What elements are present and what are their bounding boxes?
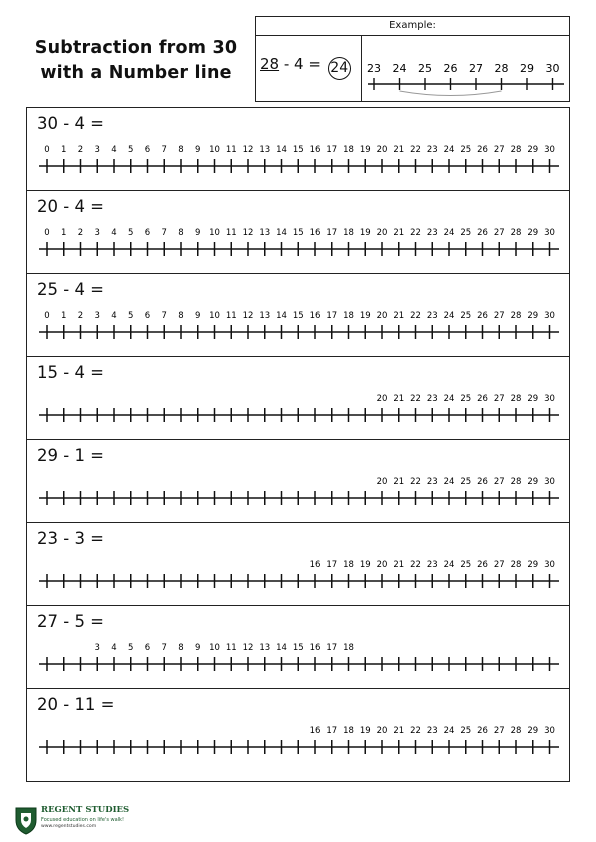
number-line-label: 7 (161, 228, 167, 238)
number-line-label: 22 (410, 311, 421, 321)
number-line-label: 10 (209, 145, 220, 155)
number-line-label: 26 (477, 477, 488, 487)
number-line (27, 689, 571, 772)
number-line-label: 5 (128, 228, 134, 238)
number-line-label: 24 (443, 228, 455, 238)
example-tick-label: 25 (418, 62, 432, 75)
number-line-label: 28 (510, 394, 522, 404)
number-line-label: 22 (410, 228, 421, 238)
number-line-label: 30 (544, 560, 555, 570)
number-line (27, 523, 571, 606)
number-line-label: 22 (410, 477, 421, 487)
number-line-label: 29 (527, 145, 539, 155)
number-line-label: 2 (77, 145, 84, 155)
number-line-label: 23 (426, 726, 438, 736)
number-line-label: 10 (209, 643, 220, 653)
number-line-label: 23 (426, 145, 438, 155)
number-line-label: 21 (393, 394, 405, 404)
number-line-label: 24 (443, 560, 455, 570)
number-line-label: 18 (343, 311, 354, 321)
number-line-label: 22 (410, 726, 421, 736)
problem-question: 30 - 4 = (37, 114, 105, 133)
number-line-label: 14 (276, 643, 287, 653)
number-line-label: 29 (527, 477, 539, 487)
number-line-label: 21 (393, 311, 405, 321)
number-line-label: 6 (144, 311, 151, 321)
number-line-label: 12 (242, 311, 254, 321)
number-line-label: 25 (460, 560, 472, 570)
example-tick-label: 29 (520, 62, 534, 75)
number-line-label: 8 (178, 145, 184, 155)
number-line-label: 16 (309, 311, 321, 321)
number-line-label: 26 (477, 228, 488, 238)
example-tick-label: 27 (469, 62, 483, 75)
number-line-label: 13 (259, 145, 271, 155)
number-line-label: 12 (242, 643, 254, 653)
number-line-label: 12 (242, 228, 254, 238)
number-line-label: 2 (77, 311, 84, 321)
number-line-label: 17 (326, 560, 338, 570)
number-line-label: 13 (259, 228, 271, 238)
number-line-label: 26 (477, 560, 488, 570)
number-line-label: 17 (326, 311, 338, 321)
number-line-label: 16 (309, 560, 321, 570)
number-line-label: 12 (242, 145, 254, 155)
number-line (27, 440, 571, 523)
number-line-label: 20 (376, 726, 388, 736)
number-line-label: 18 (343, 228, 354, 238)
number-line-label: 29 (527, 394, 539, 404)
number-line-label: 14 (276, 228, 287, 238)
example-operator: - 4 = (279, 55, 326, 73)
number-line-label: 1 (61, 311, 67, 321)
number-line-label: 17 (326, 643, 338, 653)
number-line-label: 4 (111, 145, 117, 155)
problem-row (27, 108, 569, 191)
number-line-label: 29 (527, 560, 539, 570)
number-line-label: 0 (44, 311, 50, 321)
number-line (27, 191, 571, 274)
number-line-label: 9 (195, 311, 201, 321)
number-line-label: 23 (426, 560, 438, 570)
number-line-label: 26 (477, 726, 488, 736)
number-line-label: 24 (443, 477, 455, 487)
number-line-label: 20 (376, 145, 388, 155)
number-line-label: 15 (292, 643, 304, 653)
number-line-label: 3 (94, 311, 100, 321)
number-line-label: 23 (426, 311, 438, 321)
problem-question: 15 - 4 = (37, 363, 105, 382)
number-line-label: 13 (259, 311, 271, 321)
number-line-label: 19 (359, 726, 371, 736)
number-line-label: 0 (44, 145, 50, 155)
number-line-label: 7 (161, 145, 167, 155)
number-line-label: 3 (94, 643, 100, 653)
number-line-label: 19 (359, 560, 371, 570)
number-line-label: 29 (527, 311, 539, 321)
footer-url: www.regentstudies.com (41, 824, 97, 829)
number-line-label: 20 (376, 477, 388, 487)
number-line-label: 27 (493, 311, 505, 321)
number-line-label: 25 (460, 477, 472, 487)
number-line-label: 25 (460, 228, 472, 238)
example-tick-label: 23 (367, 62, 381, 75)
example-jump-arc (400, 91, 502, 96)
number-line-label: 7 (161, 643, 167, 653)
number-line-label: 10 (209, 311, 220, 321)
number-line (27, 357, 571, 440)
number-line-label: 25 (460, 311, 472, 321)
number-line-label: 27 (493, 477, 505, 487)
number-line-label: 5 (128, 145, 134, 155)
number-line-label: 27 (493, 394, 505, 404)
number-line-label: 24 (443, 394, 455, 404)
number-line-label: 20 (376, 228, 388, 238)
number-line-label: 14 (276, 145, 287, 155)
example-header: Example: (256, 17, 569, 36)
number-line-label: 25 (460, 394, 472, 404)
number-line-label: 19 (359, 145, 371, 155)
number-line-label: 17 (326, 145, 338, 155)
number-line-label: 21 (393, 726, 405, 736)
example-tick-label: 26 (443, 62, 458, 75)
problem-row (27, 440, 569, 523)
number-line-label: 4 (111, 228, 117, 238)
title-line-1: Subtraction from 30 (34, 38, 238, 58)
problem-row (27, 606, 569, 689)
example-answer-circle: 24 (328, 57, 351, 80)
number-line-label: 11 (225, 228, 237, 238)
example-minuend: 28 (260, 55, 280, 73)
number-line-label: 15 (292, 228, 304, 238)
number-line-label: 20 (376, 394, 388, 404)
number-line-label: 24 (443, 145, 455, 155)
number-line-label: 18 (343, 560, 354, 570)
number-line-label: 25 (460, 145, 472, 155)
number-line-label: 30 (544, 145, 555, 155)
problem-question: 27 - 5 = (37, 612, 105, 631)
number-line-label: 8 (178, 643, 184, 653)
number-line-label: 18 (343, 643, 354, 653)
number-line-label: 19 (359, 311, 371, 321)
number-line-label: 21 (393, 228, 405, 238)
number-line (27, 606, 571, 689)
number-line-label: 23 (426, 228, 438, 238)
number-line-label: 8 (178, 311, 184, 321)
number-line-label: 27 (493, 560, 505, 570)
number-line-label: 26 (477, 311, 488, 321)
number-line-label: 18 (343, 145, 354, 155)
number-line-label: 29 (527, 228, 539, 238)
number-line-label: 16 (309, 145, 321, 155)
number-line-label: 29 (527, 726, 539, 736)
number-line-label: 14 (276, 311, 287, 321)
number-line-label: 9 (195, 643, 201, 653)
number-line-label: 20 (376, 311, 388, 321)
number-line-label: 27 (493, 145, 505, 155)
number-line-label: 28 (510, 726, 522, 736)
number-line-label: 4 (111, 311, 117, 321)
number-line-label: 6 (144, 643, 151, 653)
number-line-label: 19 (359, 228, 371, 238)
number-line-label: 3 (94, 228, 100, 238)
number-line-label: 9 (195, 145, 201, 155)
problem-row (27, 191, 569, 274)
number-line-label: 11 (225, 145, 237, 155)
number-line-label: 15 (292, 311, 304, 321)
number-line-label: 22 (410, 145, 421, 155)
example-tick-label: 28 (494, 62, 509, 75)
number-line-label: 28 (510, 560, 522, 570)
number-line-label: 15 (292, 145, 304, 155)
number-line-label: 28 (510, 477, 522, 487)
number-line-label: 20 (376, 560, 388, 570)
number-line-label: 16 (309, 228, 321, 238)
example-box (255, 16, 570, 102)
number-line-label: 30 (544, 477, 555, 487)
problem-row (27, 274, 569, 357)
number-line-label: 28 (510, 228, 522, 238)
number-line-label: 24 (443, 726, 455, 736)
problem-question: 23 - 3 = (37, 529, 105, 548)
number-line-label: 5 (128, 311, 134, 321)
number-line-label: 21 (393, 477, 405, 487)
problem-row (27, 689, 569, 772)
number-line-label: 25 (460, 726, 472, 736)
problem-question: 25 - 4 = (37, 280, 105, 299)
number-line-label: 5 (128, 643, 134, 653)
number-line-label: 22 (410, 560, 421, 570)
number-line-label: 1 (61, 145, 67, 155)
problems-grid (26, 107, 570, 782)
number-line-label: 23 (426, 477, 438, 487)
example-tick-label: 30 (545, 62, 560, 75)
number-line-label: 18 (343, 726, 354, 736)
number-line-label: 21 (393, 560, 405, 570)
number-line-label: 26 (477, 145, 488, 155)
number-line-label: 2 (77, 228, 84, 238)
number-line-label: 22 (410, 394, 421, 404)
number-line-label: 21 (393, 145, 405, 155)
footer-brand: REGENT STUDIES (41, 805, 130, 815)
number-line-label: 26 (477, 394, 488, 404)
crest-icon (13, 804, 39, 836)
number-line-label: 4 (111, 643, 117, 653)
title-line-2: with a Number line (40, 63, 232, 83)
number-line (27, 274, 571, 357)
number-line-label: 30 (544, 394, 555, 404)
problem-question: 29 - 1 = (37, 446, 105, 465)
number-line-label: 3 (94, 145, 100, 155)
problem-row (27, 357, 569, 440)
example-equation (260, 55, 358, 80)
number-line-label: 11 (225, 643, 237, 653)
number-line-label: 7 (161, 311, 167, 321)
number-line-label: 17 (326, 726, 338, 736)
number-line-label: 27 (493, 726, 505, 736)
number-line-label: 28 (510, 311, 522, 321)
number-line-label: 1 (61, 228, 67, 238)
number-line-label: 8 (178, 228, 184, 238)
problem-question: 20 - 4 = (37, 197, 105, 216)
number-line-label: 30 (544, 726, 555, 736)
footer-logo (13, 804, 143, 836)
number-line-label: 0 (44, 228, 50, 238)
example-tick-label: 24 (392, 62, 407, 75)
footer-tagline: Focused education on life's walk! (41, 817, 124, 823)
number-line-label: 30 (544, 228, 555, 238)
problem-question: 20 - 11 = (37, 695, 115, 714)
number-line-label: 27 (493, 228, 505, 238)
example-number-line (362, 36, 570, 102)
number-line-label: 16 (309, 726, 321, 736)
number-line-label: 24 (443, 311, 455, 321)
number-line-label: 16 (309, 643, 321, 653)
number-line-label: 23 (426, 394, 438, 404)
number-line-label: 9 (195, 228, 201, 238)
number-line-label: 10 (209, 228, 220, 238)
number-line-label: 28 (510, 145, 522, 155)
number-line-label: 6 (144, 145, 151, 155)
problem-row (27, 523, 569, 606)
worksheet-title (22, 36, 250, 86)
number-line-label: 17 (326, 228, 338, 238)
number-line-label: 13 (259, 643, 271, 653)
number-line-label: 11 (225, 311, 237, 321)
number-line (27, 108, 571, 191)
number-line-label: 6 (144, 228, 151, 238)
number-line-label: 30 (544, 311, 555, 321)
